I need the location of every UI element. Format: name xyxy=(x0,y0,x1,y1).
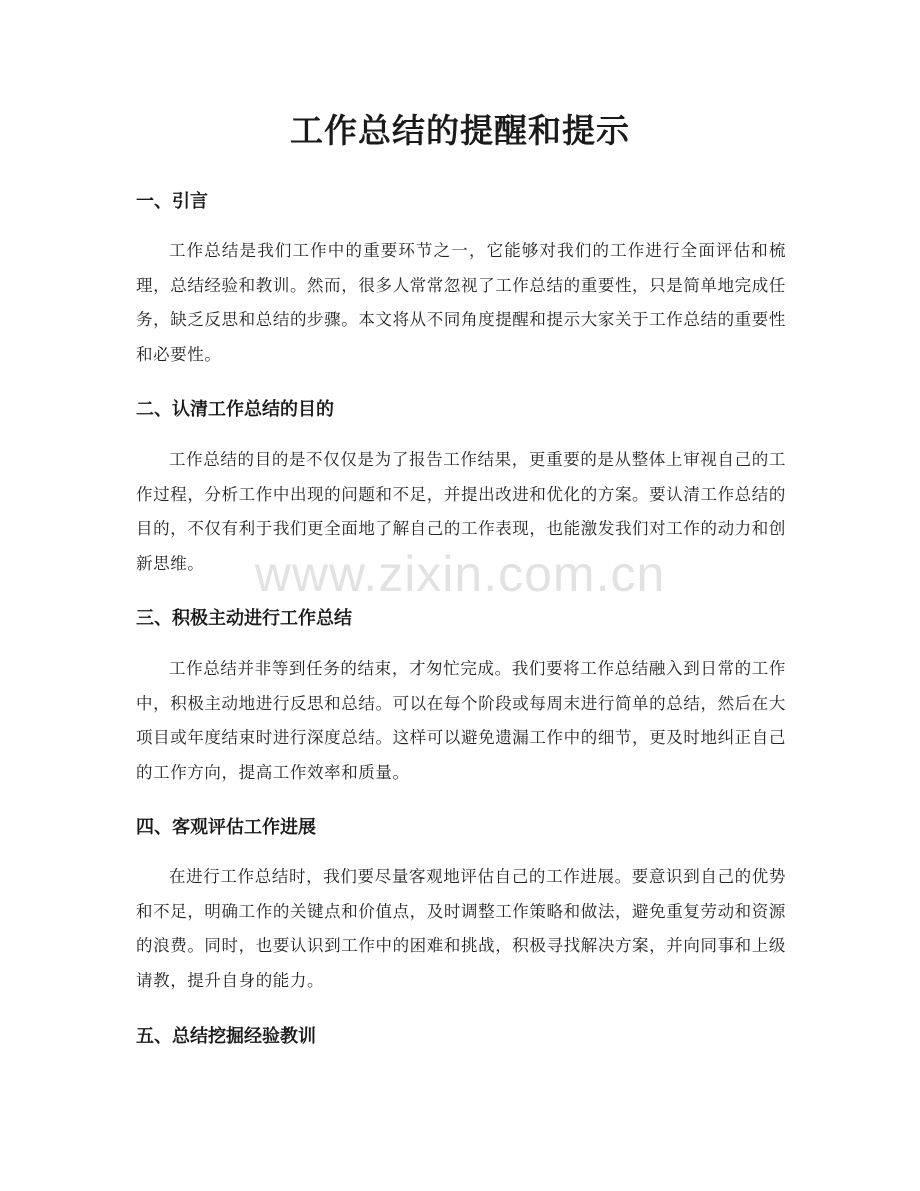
section-body-proactive: 工作总结并非等到任务的结束，才匆忙完成。我们要将工作总结融入到日常的工作中，积极主动地进行反思和总结。可以在每个阶段或每周末进行简单的总结，然后在大项目或年度结束时进行深度总结。这样可以避免遗漏工作中的细节，更及时地纠正自己的工作方向，提高工作效率和质量。 xyxy=(136,659,786,782)
section-heading-evaluation: 四、客观评估工作进展 xyxy=(136,817,316,838)
section-body-purpose: 工作总结的目的是不仅仅是为了报告工作结果，更重要的是从整体上审视自己的工作过程，分析工作中出现的问题和不足，并提出改进和优化的方案。要认清工作总结的目的，不仅有利于我们更全面地了解自己的工作表现，也能激发我们对工作的动力和创新思维。 xyxy=(136,450,786,573)
section-heading-introduction: 一、引言 xyxy=(136,191,208,212)
section-body-evaluation: 在进行工作总结时，我们要尽量客观地评估自己的工作进展。要意识到自己的优势和不足，明确工作的关键点和价值点，及时调整工作策略和做法，避免重复劳动和资源的浪费。同时，也要认识到工作中的困难和挑战，积极寻找解决方案，并向同事和上级请教，提升自身的能力。 xyxy=(136,867,786,990)
watermark: www.zixin.com.cn xyxy=(254,546,666,602)
section-heading-purpose: 二、认清工作总结的目的 xyxy=(136,399,334,420)
section-body-introduction: 工作总结是我们工作中的重要环节之一，它能够对我们的工作进行全面评估和梳理，总结经验和教训。然而，很多人常常忽视了工作总结的重要性，只是简单地完成任务，缺乏反思和总结的步骤。本文将从不同角度提醒和提示大家关于工作总结的重要性和必要性。 xyxy=(136,241,786,364)
document-title: 工作总结的提醒和提示 xyxy=(290,111,630,150)
section-heading-proactive: 三、积极主动进行工作总结 xyxy=(136,608,352,629)
section-heading-lessons: 五、总结挖掘经验教训 xyxy=(136,1026,316,1047)
